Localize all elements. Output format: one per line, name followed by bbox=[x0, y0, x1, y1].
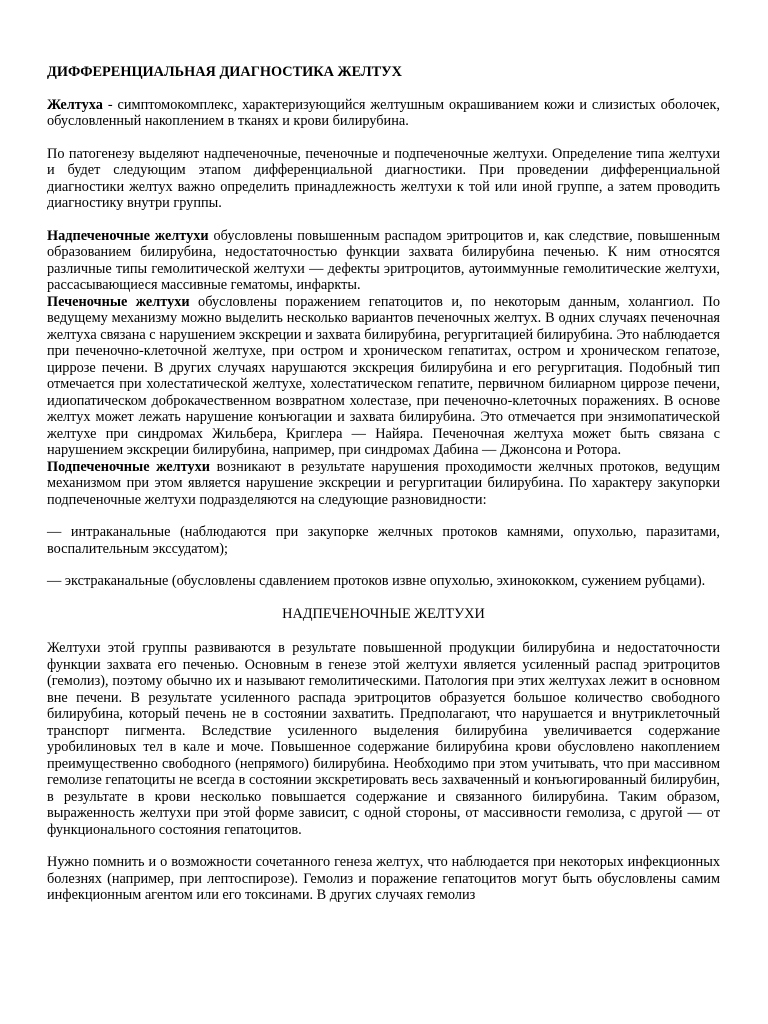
section-heading: НАДПЕЧЕНОЧНЫЕ ЖЕЛТУХИ bbox=[282, 605, 485, 622]
document-title: ДИФФЕРЕНЦИАЛЬНАЯ ДИАГНОСТИКА ЖЕЛТУХ bbox=[47, 64, 402, 80]
definition-text: - симптомокомплекс, характеризующийся желтушным окрашиванием кожи и слизистых оболочек, обусловленный накоплением в тканях и крови билирубина. bbox=[47, 96, 720, 129]
extracanalicular-item: — экстраканальные (обусловлены сдавлением протоков извне опухолью, эхинококком, сужением рубцами). bbox=[47, 573, 706, 589]
posthepatic-term: Подпеченочные желтухи bbox=[47, 458, 211, 475]
hepatic-term: Печеночные желтухи bbox=[47, 293, 190, 310]
definition-term: Желтуха bbox=[47, 96, 103, 113]
hepatic-paragraph bbox=[47, 294, 720, 459]
prehepatic-term: Надпеченочные желтухи bbox=[47, 227, 209, 244]
intro-paragraph: По патогенезу выделяют надпеченочные, печеночные и подпеченочные желтухи. Определение типа желтухи и будет следующим этапом дифференциальной диагностики. При проведении дифференциальной диагностики желтух важно определить принадлежность желтухи к той или иной группе, а затем проводить диагностику внутри группы. bbox=[47, 145, 720, 211]
section-paragraph-1: Желтухи этой группы развиваются в результате повышенной продукции билирубина и недостаточности функции захвата его печенью. Основным в генезе этой желтухи является усиленный распад эритроцитов (гемолиз), поэтому обычно их и называют гемолитическими. Патология при этих желтухах лежит в основном вне печени. В результате усиленного распада эритроцитов образуется большое количество свободного билирубина, который печень не в состоянии захватить. Предполагают, что нарушается и внутриклеточный транспорт пигмента. Вследствие усиленного выделения билирубина увеличивается содержание уробилиновых тел в кале и моче. Повышенное содержание билирубина крови обусловлено накоплением преимущественно свободного (непрямого) билирубина. Необходимо при этом учитывать, что при массивном гемолизе гепатоциты не всегда в состоянии экскретировать весь захваченный и конъюгированный билирубин, в результате в крови несколько повышается содержание и связанного билирубина. Таким образом, выраженность желтухи при этой форме зависит, с одной стороны, от массивности гемолиза, с другой — от функционального состояния гепатоцитов. bbox=[47, 640, 720, 838]
definition-paragraph bbox=[47, 97, 720, 130]
hepatic-text: обусловлены поражением гепатоцитов и, по некоторым данным, холангиол. По ведущему механизму можно выделить несколько вариантов печеночных желтух. В одних случаях печеночная желтуха связана с нарушением экскреции и захвата билирубина, регургитацией билирубина. Это наблюдается при печеночно-клеточной желтухе, при остром и хроническом гепатитах, остром и хроническом гепатозе, циррозе печени. В других случаях нарушаются экскреция билирубина и его регургитация. Подобный тип отмечается при холестатической желтухе, холестатическом гепатите, первичном билиарном циррозе печени, идиопатическом доброкачественном возвратном холестазе, при печеночно-клеточных поражениях. В основе желтух может лежать нарушение конъюгации и захвата билирубина. Это отмечается при энзимопатической желтухе при синдромах Жильбера, Криглера — Найяра. Печеночная желтуха может быть связана с нарушением экскреции билирубина, например, при синдромах Дабина — Джонсона и Ротора. bbox=[47, 293, 720, 458]
prehepatic-paragraph bbox=[47, 228, 720, 294]
posthepatic-text: возникают в результате нарушения проходимости желчных протоков, ведущим механизмом при этом является нарушение экскреции и регургитации билирубина. По характеру закупорки подпеченочные желтухи подразделяются на следующие разновидности: bbox=[47, 458, 720, 508]
prehepatic-text: обусловлены повышенным распадом эритроцитов и, как следствие, повышенным образованием билирубина, недостаточностью функции захвата билирубина печенью. К ним относятся различные типы гемолитической желтухи — дефекты эритроцитов, аутоиммунные гемолитические желтухи, рассасывающиеся массивные гематомы, инфаркты. bbox=[47, 227, 720, 293]
section-paragraph-2: Нужно помнить и о возможности сочетанного генеза желтух, что наблюдается при некоторых инфекционных болезнях (например, при лептоспирозе). Гемолиз и поражение гепатоцитов могут быть обусловлены самим инфекционным агентом или его токсинами. В других случаях гемолиз bbox=[47, 854, 720, 903]
posthepatic-paragraph bbox=[47, 459, 720, 509]
intracanalicular-item: — интраканальные (наблюдаются при закупорке желчных протоков камнями, опухолью, паразитами, воспалительным экссудатом); bbox=[47, 524, 720, 557]
